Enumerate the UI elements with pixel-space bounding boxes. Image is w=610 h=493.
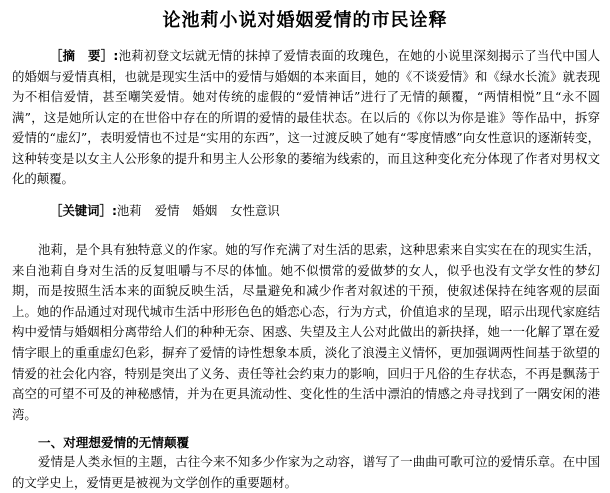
abstract-text: 池莉初登文坛就无情的抹掉了爱情表面的玫瑰色，在她的小说里深刻揭示了当代中国人的婚姻与爱情真相，也就是现实生活中的爱情与婚姻的本来面目，她的《不谈爱情》和《绿水长流》就表现为不相信爱情，甚至嘲笑爱情。她对传统的虚假的“爱情神话”进行了无情的颠覆，“两情相悦”且“永不圆满”，这是她所认定的在世俗中存在的所谓的爱情的最佳状态。在以后的《你以为你是谁》等作品中，拆穿爱情的“虚幻”，表明爱情也不过是“实用的东西”，这一过渡反映了她有“零度情感”向女性意识的逐渐转变，这种转变是以女主人公形象的提升和男主人公形象的萎缩为线索的，而且这种变化充分体现了作者对男权文化的颠覆。 (12, 48, 600, 186)
abstract-label: ［摘 要］: (50, 48, 119, 63)
keyword: 池莉 (116, 203, 142, 218)
keyword: 爱情 (154, 203, 180, 218)
section-heading: 一、对理想爱情的无情颠覆 (38, 435, 190, 450)
paper-title: 论池莉小说对婚姻爱情的市民诠释 (162, 10, 448, 31)
keywords-label: ［关键词］: (50, 203, 117, 218)
keyword: 婚姻 (192, 203, 218, 218)
keywords (50, 201, 293, 221)
abstract (12, 46, 600, 190)
body-paragraph: 池莉，是个具有独特意义的作家。她的写作充满了对生活的思索，这种思索来自实实在在的现实生活，来自池莉自身对生活的反复咀嚼与不尽的体恤。她不似惯常的爱做梦的女人，似乎也没有文学女性的梦幻期，而是按照生活本来的面貌反映生活，尽量避免和减少作者对叙述的干预，使叙述保持在纯客观的层面上。她的作品通过对现代城市生活中形形色色的婚恋心态，行为方式，价值追求的呈现，昭示出现代家庭结构中爱情与婚姻相分离带给人们的种种无奈、困惑、失望及主人公对此做出的新抉择，她一一化解了罩在爱情字眼上的重重虚幻色彩，摒弃了爱情的诗性想象本质，淡化了浪漫主义情怀，更加强调两性间基于欲望的情爱的社会化内容，特别是突出了义务、责任等社会约束力的影响，回归于凡俗的生存状态，不再是飘荡于高空的可望不可及的神秘感情，并为在更具流动性、变化性的生活中漂泊的情感之舟寻找到了一隅安闲的港湾。 (12, 242, 600, 422)
keyword: 女性意识 (230, 203, 280, 218)
section-paragraph: 爱情是人类永恒的主题，古往今来不知多少作家为之动容，谱写了一曲曲可歌可泣的爱情乐章。在中国的文学史上，爱情更是被视为文学创作的重要题材。 (12, 454, 600, 490)
